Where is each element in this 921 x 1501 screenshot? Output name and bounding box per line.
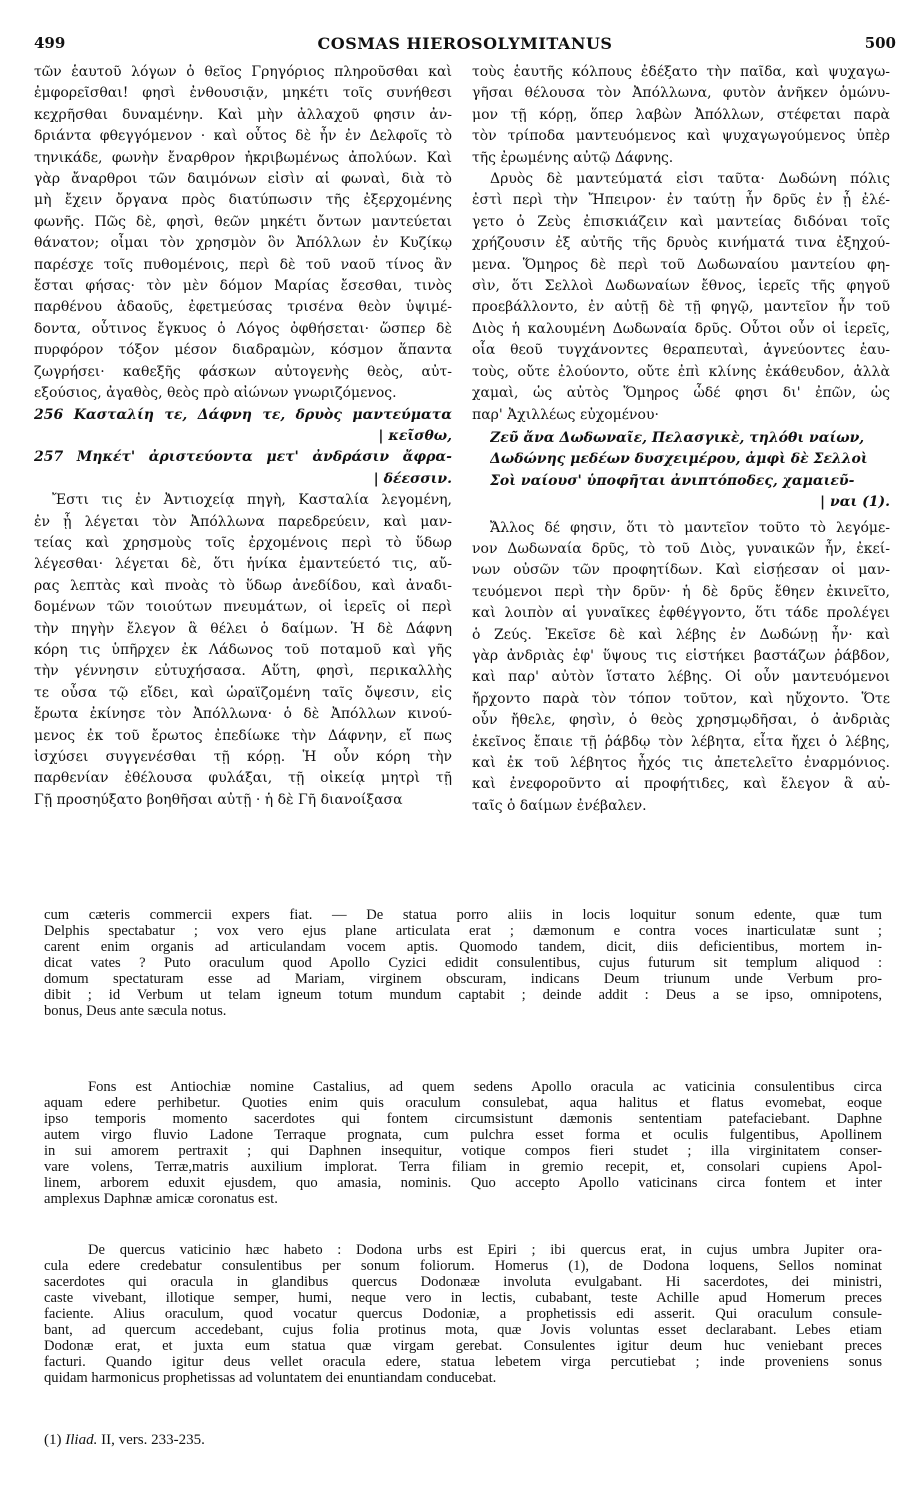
text-line: παρ' Ἀχιλλέως εὐχομένου· [472, 406, 659, 423]
text-line: γετο ὁ Ζεὺς ἐπισκιάζειν καὶ μαντείας διδόναι τοῖς [472, 213, 890, 230]
text-line: ζωγρήσει· καθεξῆς φάσκων αὐτογενὴς θεὸς, αὐτ- [34, 363, 452, 380]
latin-line: cula edere credebatur consulentibus per sonum foliorum. Homerus (1), de Dodona loquens, Sellos nominat [44, 1258, 882, 1274]
homer-quote [490, 428, 890, 514]
latin-line: carent enim organis ad articulandam vocem aptis. Quomodo tandem, dicit, diis deficientibus, mortem in- [44, 939, 882, 955]
text-line: ἰσχύσει συγγενέσθαι τῇ κόρῃ. Ἡ οὖν κόρη τὴν [34, 749, 452, 765]
text-line: κεχρῆσθαι δυναμένην. Καὶ μὴν ἀλλαχοῦ φησιν ἀν- [34, 106, 452, 123]
text-line: τείας καὶ χρησμοὺς τοῖς ἐρχομένοις περὶ τὸ ὕδωρ [34, 534, 452, 551]
text-line: ἐκεῖνος ἔπαιε τῇ ῥάβδῳ τὸν λέβητα, εἶτα ἤχει ὁ λέβης, [472, 733, 890, 750]
text-line: ἐστὶ περὶ τὴν Ἤπειρον· ἐν ταύτῃ ἦν δρῦς ἐν ᾗ ἐλέ- [472, 192, 890, 209]
text-line: παρέσχε τοῖς πυθομένοις, περὶ δὲ τοῦ ναοῦ τίνος ἂν [34, 256, 452, 273]
text-line: φωνῆς. Πῶς δὲ, φησὶ, θεῶν μηκέτι ὄντων μαντεύεται [34, 213, 452, 230]
verse-257-tail: | δέεσσιν. [373, 470, 452, 487]
text-line: δοντα, οὗτινος ἔγκυος ὁ Λόγος ὀφθήσεται· ὥσπερ δὲ [34, 320, 452, 337]
text-line: καὶ λοιπὸν αἱ γυναῖκες ἐφθέγγοντο, ὅτι τάδε προλέγει [472, 605, 890, 622]
text-line: παρθένου ἀδαοῦς, ἐφετμεύσας τρισένα θεὸν ὑψιμέ- [34, 299, 452, 316]
text-line: Δρυὸς δὲ μαντεύματά εἰσι ταῦτα· Δωδώνη πόλις [490, 171, 890, 188]
text-line: ἔσται φήσας· τὸν μὲν δόμον Μαρίας ἔσεσθαι, τινὸς [34, 278, 452, 295]
greek-column-left [34, 62, 452, 811]
latin-line: amplexus Daphnæ amicæ coronatus est. [44, 1191, 278, 1207]
text-line: νων οὐσῶν τῶν προφητίδων. Καὶ εἰσῄεσαν οἱ μαν- [472, 562, 890, 579]
text-line: ἐν ᾗ λέγεται τὸν Ἀπόλλωνα παρεδρεύειν, καὶ μαν- [34, 513, 452, 530]
text-line: προεβάλλοντο, ἐν αὐτῇ δὲ τῇ φηγῷ, μαντεῖον ἦν τοῦ [472, 299, 890, 316]
latin-line: aquam edere perhibetur. Quoties enim quis oraculum consulebat, aqua halitus et flatus evomebat, eoque [44, 1095, 882, 1111]
latin-line: ipso temporis momento sacerdotes qui fontem circumsistunt dæmonis sententiam patefaciebant. Daphne [44, 1111, 882, 1127]
latin-line: faciente. Alius oraculum, quod vocatur quercus Dodoniæ, a prophetissis edi asserit. Qui oraculum consule- [44, 1306, 882, 1322]
latin-line: caste vivebant, illotique semper, humi, neque vero in lectis, cubabant, teste Achille apud Homerum preces [44, 1290, 882, 1306]
text-line: ὁ Ζεύς. Ἐκεῖσε δὲ καὶ λέβης ἐν Δωδώνῃ ἦν· καὶ [472, 626, 890, 643]
text-line: θάνατον; οἶμαι τὸν χρησμὸν ὃν Ἀπόλλων ἐν Κυζίκῳ [34, 235, 452, 252]
text-line: ταῖς ὁ δαίμων ἐνέβαλεν. [472, 797, 647, 814]
text-line: μενος ἐκ τοῦ ἔρωτος ἐπεδίωκε τὴν Δάφνην, εἴ πως [34, 727, 452, 744]
latin-line: quidam harmonicus prophetissas ad voluntatem dei enuntiandam conducebat. [44, 1370, 497, 1386]
text-line: δομένων τῶν τοιούτων πνευμάτων, οἱ ἱερεῖς οἱ περὶ [34, 599, 452, 616]
left-paragraph-1 [34, 62, 452, 405]
text-line: καὶ παρ' αὐτὸν ἵστατο λέβης. Οἱ οὖν μαντευόμενοι [472, 669, 890, 686]
latin-line: bant, ad quercum accedebant, cujus folia protinus mota, quæ Jovis voluntas esset declarabant. Lebes etiam [44, 1322, 882, 1338]
footnote [44, 1432, 205, 1449]
text-line: τῶν ἑαυτοῦ λόγων ὁ θεῖος Γρηγόριος πληροῦσθαι καὶ [34, 64, 452, 80]
text-line: λέγεσθαι· λέγεται δὲ, ὅτι ἡνίκα ἐμαντεύετό τις, αὔ- [34, 556, 452, 573]
verse-257: 257 Μηκέτ' ἀριστεύοντα μετ' ἀνδράσιν ἄφρα- [34, 449, 452, 466]
greek-column-right [472, 62, 890, 817]
text-line: μὴ ἔχειν ὄργανα πρὸς διατύπωσιν τῆς ἐξερχομένης [34, 192, 452, 209]
text-line: πυρφόρον τόξον μέσον διαδραμὼν, κόσμον ἅπαντα [34, 342, 452, 359]
latin-line: sacerdotes qui oracula in glandibus quercus Dodonææ involuta evulgabant. Hi sacerdotes, dei ministri, [44, 1274, 882, 1290]
text-line: Γῇ προσηύξατο βοηθῆσαι αὐτῇ · ἡ δὲ Γῆ διανοίξασα [34, 791, 403, 808]
text-line: γὰρ ἀνδριὰς ἐφ' ὕψους τις εἱστήκει βαστάζων ῥάβδον, [472, 647, 890, 664]
text-line: παρθενίαν ἐθέλουσα φυλάξαι, τῇ οἰκείᾳ μητρὶ τῇ [34, 770, 452, 787]
text-line: Διὸς ἡ καλουμένη Δωδωναία δρῦς. Οὗτοι οὖν οἱ ἱερεῖς, [472, 320, 890, 337]
right-paragraph-1 [472, 62, 890, 426]
page-header [34, 34, 896, 56]
latin-line: in sui amorem pertraxit ; qui Daphnen insequitur, votique compos fieri studet ; illa virginitatem conser- [44, 1143, 882, 1159]
footnote-rest: II, vers. 233-235. [97, 1432, 205, 1448]
left-paragraph-2 [34, 490, 452, 811]
latin-line: dibit ; id Verbum ut telam igneum totum mundum captabit ; deinde addit : Deus a se ipso, omnipotens, [44, 987, 882, 1003]
latin-line: autem virgo fluvio Ladone Terraque prognata, cum pulchra esset forma et oculis fulgentibus, Apollinem [44, 1127, 882, 1143]
latin-line: cum cæteris commercii expers fiat. — De statua porro aliis in locis loquitur sonum edente, quæ tum [44, 907, 882, 923]
latin-line: vare volens, Terræ,matris auxilium implorat. Terra filiam in gremio recepit, et, consolari cupiens Apol- [44, 1159, 882, 1175]
text-line: ἤρχοντο παρὰ τὸν τόπον τοῦτον, καὶ ηὔχοντο. Ὅτε [472, 690, 890, 707]
text-line: τοὺς ἑαυτῆς κόλπους ἐδέξατο τὴν παῖδα, καὶ ψυχαγω- [472, 64, 890, 80]
text-line: χαμαὶ, ὡς αὐτὸς Ὅμηρος ὧδέ φησι δι' ἐπῶν, ὡς [472, 385, 890, 402]
text-line: τὴν πηγὴν ἔλεγον ἃ θέλει ὁ δαίμων. Ἡ δὲ Δάφνη [34, 620, 452, 637]
footnote-mark: (1) [44, 1432, 62, 1448]
text-line: Ἄλλος δέ φησιν, ὅτι τὸ μαντεῖον τοῦτο τὸ λεγόμε- [490, 519, 890, 536]
text-line: τὸν τρίποδα μαντευόμενος καὶ ψυχαγωγούμενος ὑπὲρ [472, 128, 890, 145]
text-line: καὶ ἐνεφοροῦντο αἱ προφήτιδες, καὶ ἔλεγον ἃ αὐ- [472, 776, 890, 793]
verse-256: 256 Κασταλίη τε, Δάφνη τε, δρυὸς μαντεύματα [34, 406, 452, 423]
verse-256-tail: | κεῖσθω, [378, 427, 452, 444]
text-line: ἐμφορεῖσθαι! φησὶ ἐνθουσιᾷν, μηκέτι τοῖς συνήθεσι [34, 85, 452, 102]
latin-paragraph-2 [44, 1079, 882, 1207]
latin-line: Fons est Antiochiæ nomine Castalius, ad quem sedens Apollo oracula ac vaticinia consulentibus circa [88, 1079, 882, 1095]
footnote-ref: Iliad. [65, 1432, 98, 1448]
text-line: τε οὖσα τῷ εἴδει, καὶ ὡραϊζομένη ταῖς ὄψεσιν, εἰς [34, 684, 452, 701]
homer-quote-line: Δωδώνης μεδέων δυσχειμέρου, ἀμφὶ δὲ Σελλοὶ [490, 451, 868, 468]
text-line: δριάντα φθεγγόμενον · καὶ οὗτος δὲ ἦν ἐν Δελφοῖς τὸ [34, 128, 452, 145]
text-line: καὶ ἐκ τοῦ λέβητος ἦχός τις ἀπετελεῖτο ἐναρμόνιος. [472, 755, 890, 771]
homer-quote-line: Σοὶ ναίουσ' ὑποφῆται ἀνιπτόποδες, χαμαιεῦ- [490, 472, 855, 489]
latin-paragraph-1 [44, 907, 882, 1019]
homer-quote-tail: | ναι (1). [820, 494, 890, 511]
text-line: εξούσιος, ἀγαθὸς, θεὸς πρὸ αἰώνων γνωριζόμενος. [34, 385, 397, 402]
running-title: COSMAS HIEROSOLYMITANUS [317, 34, 613, 53]
text-line: χρήζουσιν ἐξ αὐτῆς τῆς δρυὸς κινήματά τινα ἐξηχού- [472, 235, 890, 252]
latin-line: linem, arborem eduxit ejusdem, quo amasia, nominis. Quo accepto Apollo vaticinans circa fontem et inter [44, 1175, 882, 1191]
text-line: σὶν, ὅτι Σελλοὶ Δωδωναίων ἔθνος, ἱερεῖς τῆς φηγοῦ [472, 278, 890, 295]
text-line: γῆσαι θέλουσα τὸν Ἀπόλλωνα, φυτὸν ἀνῆκεν ὁμώνυ- [472, 85, 890, 102]
latin-line: bonus, Deus ante sæcula notus. [44, 1003, 227, 1019]
right-paragraph-2 [472, 518, 890, 818]
latin-line: dicat vates ? Puto oraculum quod Apollo Cyzici edidit consulentibus, cujus futurum sit templum aliquod : [44, 955, 882, 971]
text-line: οὖν ἤθελε, φησὶν, ὁ θεὸς χρησμῳδῆσαι, ὁ ἀνδριὰς [472, 712, 890, 729]
latin-line: facturi. Quando igitur deus vellet oracula edere, statua lebetem virga percutiebat ; inde proveniens sonus [44, 1354, 882, 1370]
text-line: τοὺς, οὔτε ἐλούοντο, οὔτε ἐπὶ κλίνης ἐκάθευδον, ἀλλὰ [472, 363, 890, 380]
text-line: οἷα θεοῦ τυγχάνοντες θεραπευταὶ, ἁγνεύοντες ἑαυ- [472, 342, 890, 359]
text-line: μον τῇ κόρῃ, ὅπερ λαβὼν Ἀπόλλων, στέφεται παρὰ [472, 106, 890, 123]
text-line: τὴν γέννησιν εὐτυχήσασα. Αὕτη, φησὶ, περικαλλὴς [34, 663, 452, 680]
latin-line: De quercus vaticinio hæc habeto : Dodona urbs est Epiri ; ibi quercus erat, in cujus umbra Jupiter ora- [88, 1242, 882, 1258]
latin-line: domum spectaturam esse ad Mariam, virginem obscuram, indicans Deum triunum unde Verbum pro- [44, 971, 882, 987]
text-line: Ἔστι τις ἐν Ἀντιοχείᾳ πηγὴ, Κασταλία λεγομένη, [52, 492, 452, 509]
text-line: γὰρ ἄναρθροι τῶν δαιμόνων εἰσὶν αἱ φωναὶ, διὰ τὸ [34, 171, 452, 188]
homer-quote-line: Ζεῦ ἄνα Δωδωναῖε, Πελασγικὲ, τηλόθι ναίων, [490, 429, 865, 446]
text-line: μενα. Ὅμηρος δὲ περὶ τοῦ Δωδωναίου μαντείου φη- [472, 256, 890, 273]
latin-line: Delphis spectabatur ; vox vero ejus plane articulata erat ; dæmonum e contra voces inarticulatæ sunt ; [44, 923, 882, 939]
text-line: νον Δωδωναία δρῦς, τὸ τοῦ Διὸς, γυναικῶν ἦν, ἐκεί- [472, 540, 890, 557]
text-line: τευόμενοι περὶ τὴν δρῦν· ἡ δὲ δρῦς ἔθηεν ἐκινεῖτο, [472, 583, 890, 600]
page-number-left: 499 [34, 34, 66, 52]
text-line: ρας λεπτὰς καὶ πνοὰς τὸ ὕδωρ ἀνεδίδου, καὶ ἀναδι- [34, 577, 452, 594]
text-line: ἔρωτα ἐκίνησε τὸν Ἀπόλλωνα· ὁ δὲ Ἀπόλλων κινού- [34, 706, 452, 723]
text-line: τηνικάδε, φωνὴν ἔναρθρον ἠκριβωμένως ἀπολύων. Καὶ [34, 149, 452, 166]
latin-line: Dodonæ erat, et juxta eum statua quæ virgam gerebat. Consulentes igitur deum huc veniebant preces [44, 1338, 882, 1354]
latin-paragraph-3 [44, 1242, 882, 1386]
page-number-right: 500 [864, 34, 896, 52]
text-line: κόρη τις ὑπῆρχεν ἐκ Λάδωνος τοῦ ποταμοῦ καὶ γῆς [34, 641, 452, 658]
text-line: τῆς ἐρωμένης αὐτῷ Δάφνης. [472, 149, 674, 166]
